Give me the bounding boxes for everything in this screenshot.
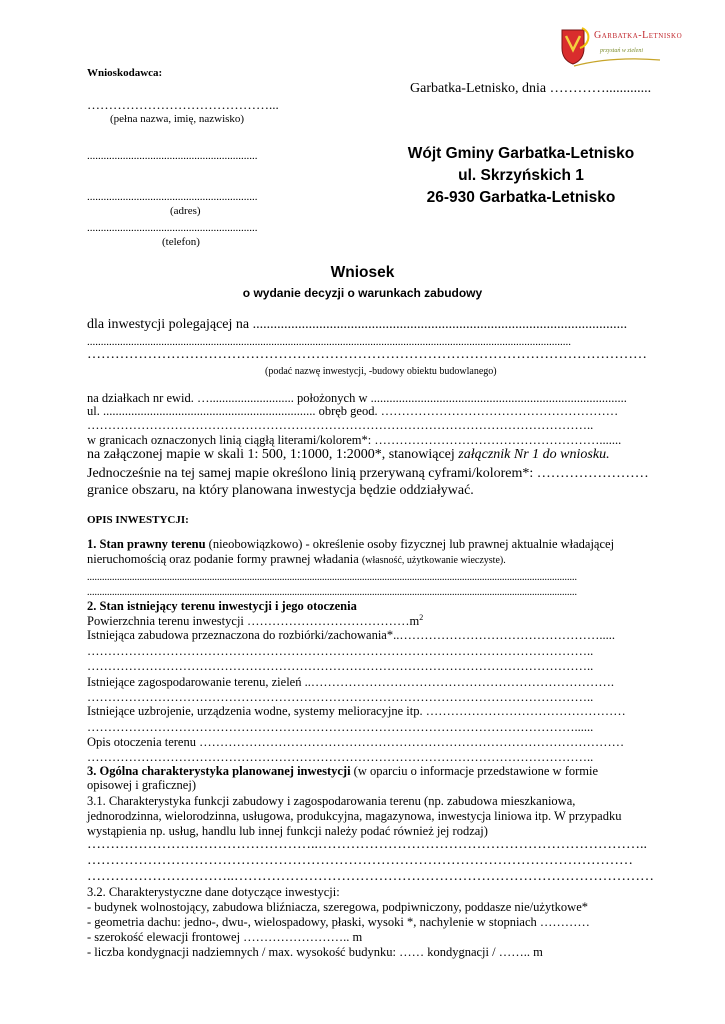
section-2-dots-3: …………………………………………………………………………………………………………..	[87, 690, 594, 704]
section-1-hint: (własność, użytkowanie wieczyste).	[361, 555, 506, 566]
section-3-1-line-3: wystąpienia np. usług, handlu lub innej funkcji należy podać również jej rodzaj)	[87, 824, 488, 838]
applicant-line-2: ..............................................................	[87, 191, 258, 203]
logo-swoosh-icon	[572, 54, 662, 70]
section-3-2-bullet-3: - szerokość elewacji frontowej …………………….. m	[87, 930, 363, 944]
section-2-area	[87, 613, 423, 629]
border-line: w granicach oznaczonych linią ciągłą literami/kolorem*: ……………………………………………….......	[87, 433, 622, 447]
name-hint: (pełna nazwa, imię, nazwisko)	[110, 113, 245, 125]
section-3-2-bullet-4: - liczba kondygnacji nadziemnych / max. wysokość budynku: …… kondygnacji / …….. m	[87, 945, 543, 959]
document-subtitle: o wydanie decyzji o warunkach zabudowy	[242, 286, 483, 300]
logo-tagline: przystań w zieleni	[600, 48, 643, 54]
section-2-area-unit-sup: 2	[419, 613, 424, 622]
section-2-existing: Istniejąca zabudowa przeznaczona do rozbiórki/zachowania*..………………………………………….....	[87, 628, 615, 642]
section-2-area-text: Powierzchnia terenu inwestycji …………………………………m	[87, 614, 420, 629]
section-2-utilities: Istniejące uzbrojenie, urządzenia wodne, systemy melioracyjne itp. …………………………………………	[87, 704, 626, 718]
investment-hint: (podać nazwę inwestycji, -budowy obiektu budowlanego)	[265, 366, 497, 377]
map-line	[87, 447, 610, 463]
address-hint: (adres)	[170, 205, 201, 217]
section-3-text: (w oparciu o informacje przedstawione w formie	[350, 764, 599, 778]
investment-line-1: dla inwestycji polegającej na ...........................................................................................................	[87, 317, 628, 332]
plots-dots-line: …………………………………………………………………………………………………………..	[87, 418, 594, 432]
section-1-text: (nieobowiązkowo) - określenie osoby fizycznej lub prawnej aktualnie władającej	[205, 537, 615, 551]
logo-text: Garbatka-Letnisko	[594, 30, 683, 41]
section-1-text-2: nieruchomością oraz podanie formy prawnej władania	[87, 552, 362, 566]
section-3-1-line-2: jednorodzinna, wielorodzinna, usługowa, produkcyjna, magazynowa, inwestycja liniowa itp. W przypadku	[87, 809, 622, 823]
section-1-dots-2: ....................................................................................................................................................................................................	[87, 587, 577, 598]
section-3-1-dots-2: ………………………………………………………………………………………………………	[87, 853, 633, 868]
investment-line-3: …………………………………………………………………………………………………………	[87, 347, 647, 362]
impact-area-line: granice obszaru, na który planowana inwestycja będzie oddziaływać.	[87, 483, 474, 498]
section-3-2-bullet-1: - budynek wolnostojący, zabudowa bliźniacza, szeregowa, podpiwniczony, poddasze nie/użytkowe*	[87, 900, 588, 914]
section-3-line-2: opisowej i graficznej)	[87, 778, 196, 792]
recipient-line-3: 26-930 Garbatka-Letnisko	[426, 189, 616, 206]
section-3-1-dots-1: …………………………………………..……………………………………………………………..	[87, 837, 647, 852]
opis-heading: OPIS INWESTYCJI:	[87, 514, 189, 526]
section-2-dots-2: …………………………………………………………………………………………………………..	[87, 659, 594, 673]
attachment-ref: załącznik Nr 1 do wniosku.	[458, 447, 610, 462]
section-2-dots-1: …………………………………………………………………………………………………………..	[87, 644, 594, 658]
section-3-2-bullet-2: - geometria dachu: jedno-, dwu-, wielospadowy, płaski, wysoki *, nachylenie w stopniach …………	[87, 915, 590, 929]
applicant-label: Wnioskodawca:	[87, 67, 163, 79]
section-3-1-dots-3: …………………………..………………………………………………………………………………	[87, 869, 654, 884]
section-3-title: 3. Ogólna charakterystyka planowanej inwestycji	[87, 764, 351, 778]
section-2-surroundings: Opis otoczenia terenu …………………………………………………………………………………………	[87, 735, 625, 749]
street-line: ul. .................................................................... obręb geod. …………………………………………………	[87, 404, 619, 418]
section-3-2-heading: 3.2. Charakterystyczne dane dotyczące inwestycji:	[87, 885, 340, 899]
recipient-line-2: ul. Skrzyńskich 1	[458, 167, 584, 184]
section-1-title: 1. Stan prawny terenu	[87, 537, 206, 551]
municipality-logo	[560, 24, 682, 68]
section-2-land: Istniejące zagospodarowanie terenu, zieleń ..……………………………………………………………….	[87, 675, 614, 689]
plots-line: na działkach nr ewid. …........................... położonych w ..................................................................................	[87, 391, 627, 405]
section-1-line-1	[87, 537, 614, 552]
place-date: Garbatka-Letnisko, dnia ………….............	[410, 81, 652, 96]
investment-line-2: ................................................................................................................................................................................	[87, 336, 571, 348]
section-1-dots-1: ....................................................................................................................................................................................................	[87, 572, 577, 583]
applicant-line-1: ..............................................................	[87, 150, 258, 162]
map-line-text: na załączonej mapie w skali 1: 500, 1:1000, 1:2000*, stanowiącej	[87, 447, 459, 462]
dashed-line-note: Jednocześnie na tej samej mapie określono linią przerywaną cyframi/kolorem*: ……………………	[87, 466, 649, 481]
section-3-1-line-1: 3.1. Charakterystyka funkcji zabudowy i zagospodarowania terenu (np. zabudowa mieszkaniowa,	[87, 794, 576, 808]
applicant-phone-line: ..............................................................	[87, 222, 258, 234]
document-title: Wniosek	[330, 264, 395, 281]
section-2-dots-5: …………………………………………………………………………………………………………..	[87, 750, 594, 764]
recipient-line-1: Wójt Gminy Garbatka-Letnisko	[407, 145, 635, 162]
applicant-name-field: ……………………………………...	[87, 97, 279, 112]
section-1-line-2	[87, 552, 506, 567]
section-2-title: 2. Stan istniejący terenu inwestycji i jego otoczenia	[87, 599, 357, 613]
section-3-line-1	[87, 764, 598, 779]
section-2-dots-4: ………………………………………………………………………………………………………......	[87, 720, 594, 734]
phone-hint: (telefon)	[162, 236, 200, 248]
